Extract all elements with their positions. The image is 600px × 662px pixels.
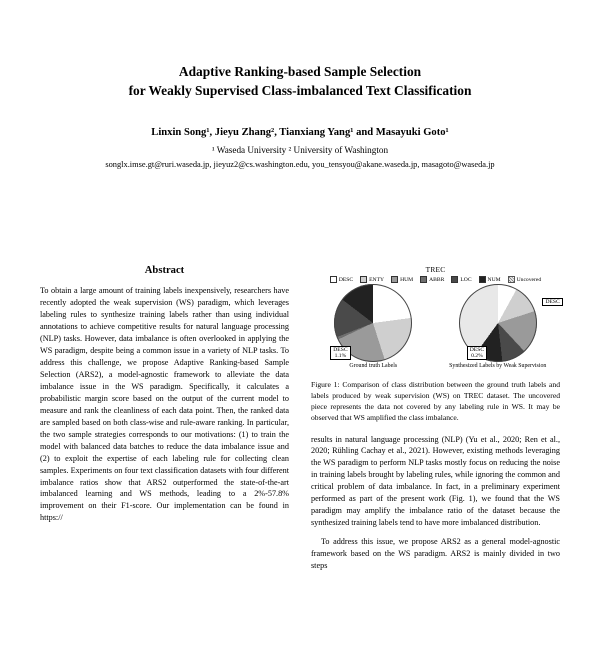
legend-swatch-icon bbox=[420, 276, 427, 283]
legend-label: ENTY bbox=[369, 276, 385, 283]
callout-ws-desc bbox=[542, 298, 562, 306]
legend-swatch-icon bbox=[479, 276, 486, 283]
title-block bbox=[0, 62, 600, 101]
right-column bbox=[311, 265, 560, 579]
email-list: songlx.imse.gt@ruri.waseda.jp, jieyuz2@cs.washington.edu, you_tensyou@akane.waseda.jp, masagoto@waseda.jp bbox=[105, 159, 495, 169]
two-column-body bbox=[40, 265, 560, 579]
page-title bbox=[70, 62, 530, 101]
figure-caption: Figure 1: Comparison of class distribution between the ground truth labels and labels produced by weak supervision (WS) on TREC dataset. The uncovered piece represents the data not covered by any labeling rule in WS. It may be observed that WS amplified the class imbalance. bbox=[311, 380, 560, 422]
legend-swatch-icon bbox=[330, 276, 337, 283]
legend-label: HUM bbox=[400, 276, 414, 283]
callout-label: DESC bbox=[469, 347, 485, 353]
legend-item-desc bbox=[330, 276, 353, 283]
paper-title-line-2: for Weakly Supervised Class-imbalanced Text Classification bbox=[128, 83, 472, 99]
author-list: Linxin Song¹, Jieyu Zhang², Tianxiang Yang¹ and Masayuki Goto¹ bbox=[151, 126, 449, 138]
legend-label: Uncovered bbox=[516, 276, 542, 283]
callout-slice-label: DESC bbox=[545, 299, 560, 305]
pie-chart-row bbox=[311, 284, 560, 370]
body-paragraph: results in natural language processing (NLP) (Yu et al., 2020; Ren et al., 2020; Rühling Cachay et al., 2021). However, existing methods leveraging the WS paradigm to perform NLP tasks mostly focus on reducing the noise in training labels brought by labeling rules, while ignoring the common and critical problem of data imbalance. In fact, in a preliminary experiment performed as part of the present work (Fig. 1), we found that the WS paradigm may amplify the imbalance ratio of the dataset because the synthesized training labels tend to have more imbalanced distribution. bbox=[311, 434, 560, 528]
legend-label: LOC bbox=[460, 276, 472, 283]
body-paragraph: To address this issue, we propose ARS2 as a general model-agnostic framework based on the WS paradigm. ARS2 is mainly divided in two steps bbox=[311, 537, 560, 571]
callout-label: DESC bbox=[333, 347, 348, 353]
paper-page bbox=[0, 62, 600, 662]
figure-1 bbox=[311, 265, 560, 424]
legend-item-enty bbox=[360, 276, 384, 283]
callout-ground-truth-abbr bbox=[330, 346, 350, 360]
legend-swatch-icon bbox=[451, 276, 458, 283]
legend-label: NUM bbox=[487, 276, 501, 283]
legend-item-num bbox=[479, 276, 501, 283]
legend-item-hum bbox=[391, 276, 413, 283]
legend-item-abbr bbox=[420, 276, 444, 283]
affiliation-list: ¹ Waseda University ² University of Washington bbox=[211, 144, 389, 155]
legend-swatch-icon bbox=[391, 276, 398, 283]
legend-label: DESC bbox=[338, 276, 354, 283]
paper-title-line-1: Adaptive Ranking-based Sample Selection bbox=[178, 64, 422, 79]
callout-value: 1.1% bbox=[334, 353, 347, 359]
abstract-body bbox=[40, 285, 289, 524]
pie-chart-weak-supervision bbox=[439, 284, 560, 370]
legend-item-uncovered bbox=[508, 276, 542, 283]
legend-item-loc bbox=[451, 276, 471, 283]
abstract-paragraph: To obtain a large amount of training labels inexpensively, researchers have recently adopted the weak supervision (WS) paradigm, which leverages labeling rules to synthesize training labels rather than using individual annotations to achieve competitive results for natural language processing (NLP) tasks. However, data imbalance is often overlooked in applying the WS paradigm, despite being a common issue in a variety of NLP tasks. To address this challenge, we propose Adaptive Ranking-based Sample Selection (ARS2), a model-agnostic framework to alleviate the data imbalance issue in the WS paradigm. Specifically, it calculates a probabilistic margin score based on the output of the current model to measure and rank the cleanliness of each data point. Then, the ranked data are sampled based on both class-wise and rule-aware ranking. In particular, the two sample strategies corresponds to our motivations: (1) to train the model with balanced data batches to reduce the data imbalance issue and (2) to exploit the expertise of each labeling rule for collecting clean samples. Experiments on four text classification datasets with four different imbalance ratios show that ARS2 outperformed the state-of-the-art imbalanced learning and WS methods, leading to a 2%-57.8% improvement on their F1-score. Our implementation can be found in https:// bbox=[40, 286, 289, 523]
callout-value: 0.2% bbox=[471, 353, 483, 359]
right-column-body bbox=[311, 434, 560, 573]
pie-caption: Ground truth Labels bbox=[349, 363, 398, 369]
legend-label: ABBR bbox=[429, 276, 445, 283]
pie-caption: Synthesized Labels by Weak Supervision bbox=[449, 363, 547, 369]
left-column bbox=[40, 265, 289, 579]
chart-legend bbox=[311, 276, 560, 283]
abstract-heading: Abstract bbox=[144, 265, 185, 276]
pie-chart-ground-truth bbox=[314, 284, 432, 370]
legend-swatch-icon bbox=[508, 276, 515, 283]
callout-ws-abbr bbox=[467, 346, 487, 360]
chart-title: TREC bbox=[425, 265, 446, 274]
legend-swatch-icon bbox=[360, 276, 367, 283]
